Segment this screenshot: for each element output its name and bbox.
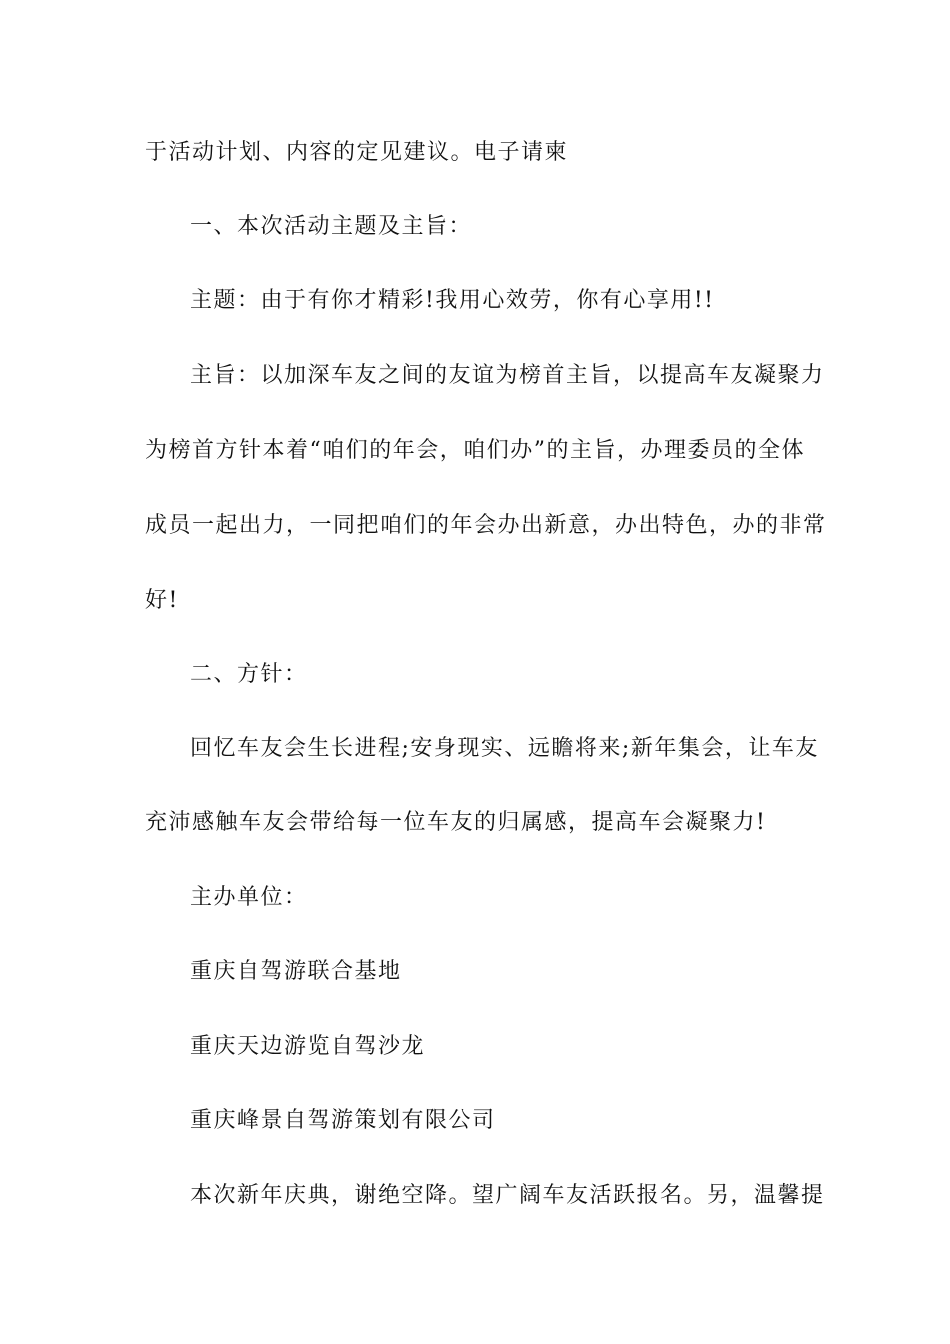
section-heading-goals: 二、方针： xyxy=(190,662,308,687)
organizers-heading: 主办单位： xyxy=(190,885,308,910)
goals-line-1: 回忆车友会生长进程;安身现实、远瞻将来;新年集会，让车友 xyxy=(190,736,819,761)
closing-line: 本次新年庆典，谢绝空降。望广阔车友活跃报名。另，温馨提 xyxy=(190,1183,825,1208)
purpose-line-1: 主旨：以加深车友之间的友谊为榜首主旨，以提高车友凝聚力 xyxy=(190,363,825,388)
goals-line-2: 充沛感触车友会带给每一位车友的归属感，提高车会凝聚力! xyxy=(145,810,767,835)
purpose-line-3: 成员一起出力，一同把咱们的年会办出新意，办出特色，办的非常 xyxy=(145,513,827,538)
purpose-line-4: 好! xyxy=(145,588,179,613)
section-heading-theme: 一、本次活动主题及主旨： xyxy=(190,214,473,239)
theme-line: 主题：由于有你才精彩!我用心效劳，你有心享用!! xyxy=(190,288,715,313)
purpose-line-2: 为榜首方针本着“咱们的年会，咱们办”的主旨，办理委员的全体 xyxy=(145,438,805,463)
organizer-item: 重庆天边游览自驾沙龙 xyxy=(190,1034,426,1059)
organizer-item: 重庆峰景自驾游策划有限公司 xyxy=(190,1108,496,1133)
organizer-item: 重庆自驾游联合基地 xyxy=(190,959,402,984)
text-line-continuation: 于活动计划、内容的定见建议。电子请柬 xyxy=(145,140,569,165)
